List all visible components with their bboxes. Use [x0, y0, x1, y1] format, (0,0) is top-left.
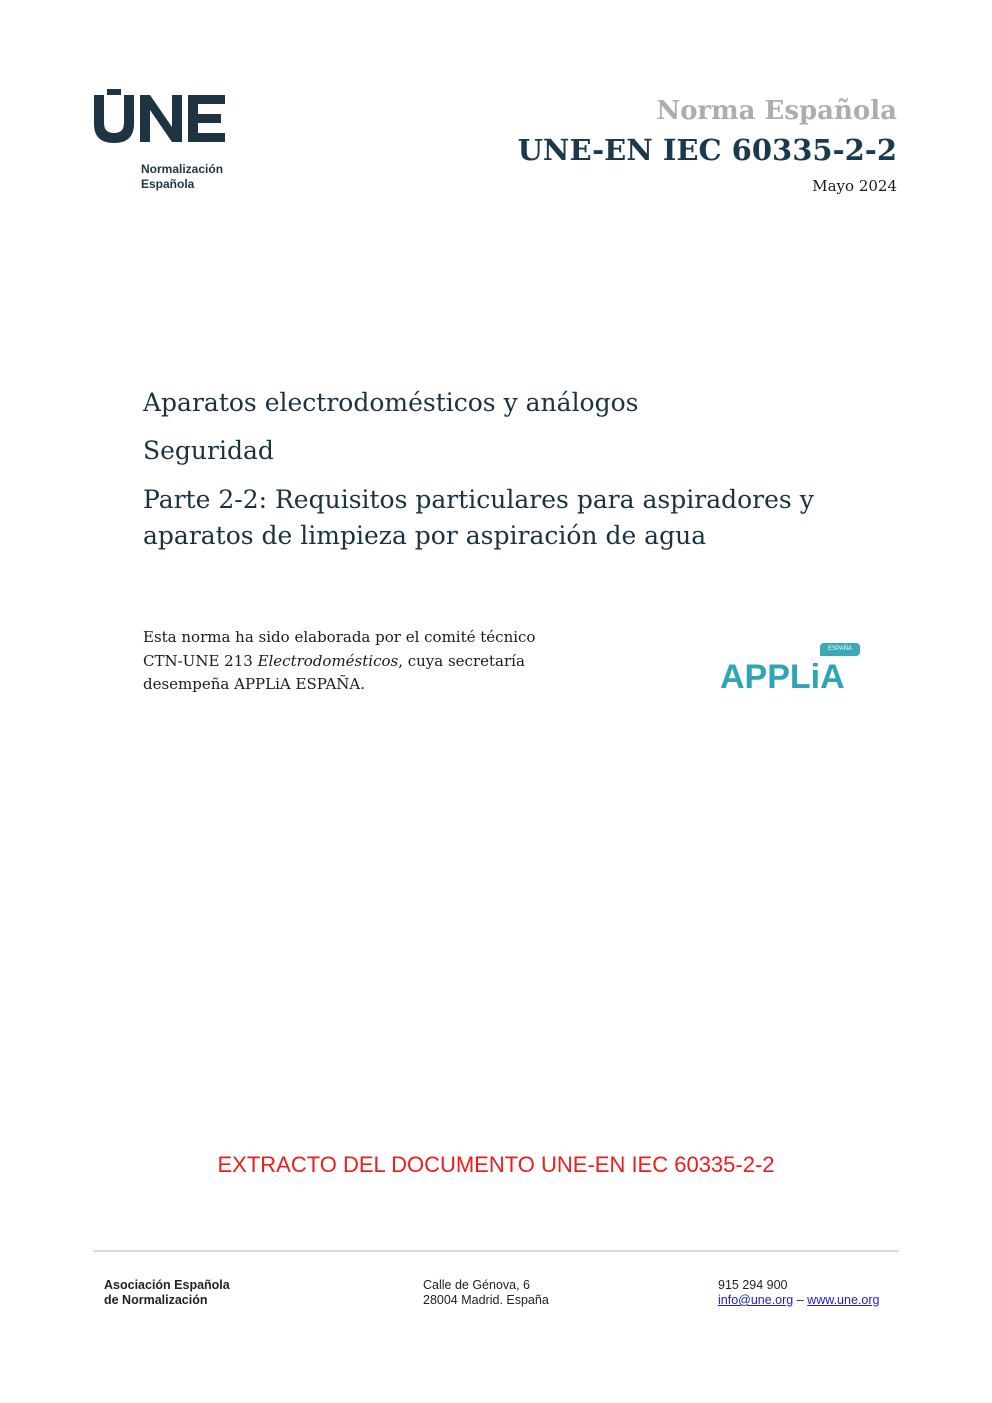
footer-link-separator: –	[796, 1293, 804, 1307]
applia-logo	[720, 643, 862, 695]
committee-line1: Esta norma ha sido elaborada por el comité técnico	[143, 628, 536, 646]
norma-label: Norma Española	[656, 96, 897, 126]
committee-name: Electrodomésticos	[257, 651, 399, 670]
footer-address-line2: 28004 Madrid. España	[423, 1293, 549, 1307]
standard-code: UNE-EN IEC 60335-2-2	[517, 133, 897, 167]
footer-contact	[718, 1278, 879, 1308]
part-title-line2: aparatos de limpieza por aspiración de agua	[143, 521, 707, 550]
footer-links	[718, 1293, 879, 1308]
email-link[interactable]: info@une.org	[718, 1293, 794, 1307]
committee-line2-prefix: CTN-UNE 213	[143, 651, 258, 670]
website-link[interactable]: www.une.org	[807, 1293, 880, 1307]
logo-subtitle-line1: Normalización	[141, 162, 224, 176]
footer-divider	[93, 1250, 899, 1252]
part-title-line1: Parte 2-2: Requisitos particulares para aspiradores y	[143, 485, 814, 514]
committee-line3: desempeña APPLiA ESPAÑA.	[143, 675, 366, 693]
footer-organization	[104, 1278, 230, 1308]
committee-line2-suffix: , cuya secretaría	[398, 651, 525, 670]
applia-badge: ESPAÑA	[820, 643, 860, 656]
une-logo	[93, 89, 233, 199]
footer-org-line1: Asociación Española	[104, 1278, 230, 1292]
une-logo-mark	[93, 89, 233, 149]
document-part-title	[143, 482, 814, 554]
logo-subtitle-line2: Española	[141, 177, 195, 191]
publication-date: Mayo 2024	[812, 177, 897, 195]
footer-phone: 915 294 900	[718, 1278, 788, 1292]
footer-org-line2: de Normalización	[104, 1293, 208, 1307]
applia-wordmark: APPLiA	[720, 658, 845, 696]
committee-note	[143, 626, 535, 697]
extract-notice: EXTRACTO DEL DOCUMENTO UNE-EN IEC 60335-2-2	[217, 1152, 775, 1177]
committee-line2	[143, 650, 535, 674]
footer-address-line1: Calle de Génova, 6	[423, 1278, 531, 1292]
document-subtitle: Seguridad	[143, 436, 274, 465]
document-title: Aparatos electrodomésticos y análogos	[143, 388, 639, 417]
footer-address	[423, 1278, 549, 1308]
